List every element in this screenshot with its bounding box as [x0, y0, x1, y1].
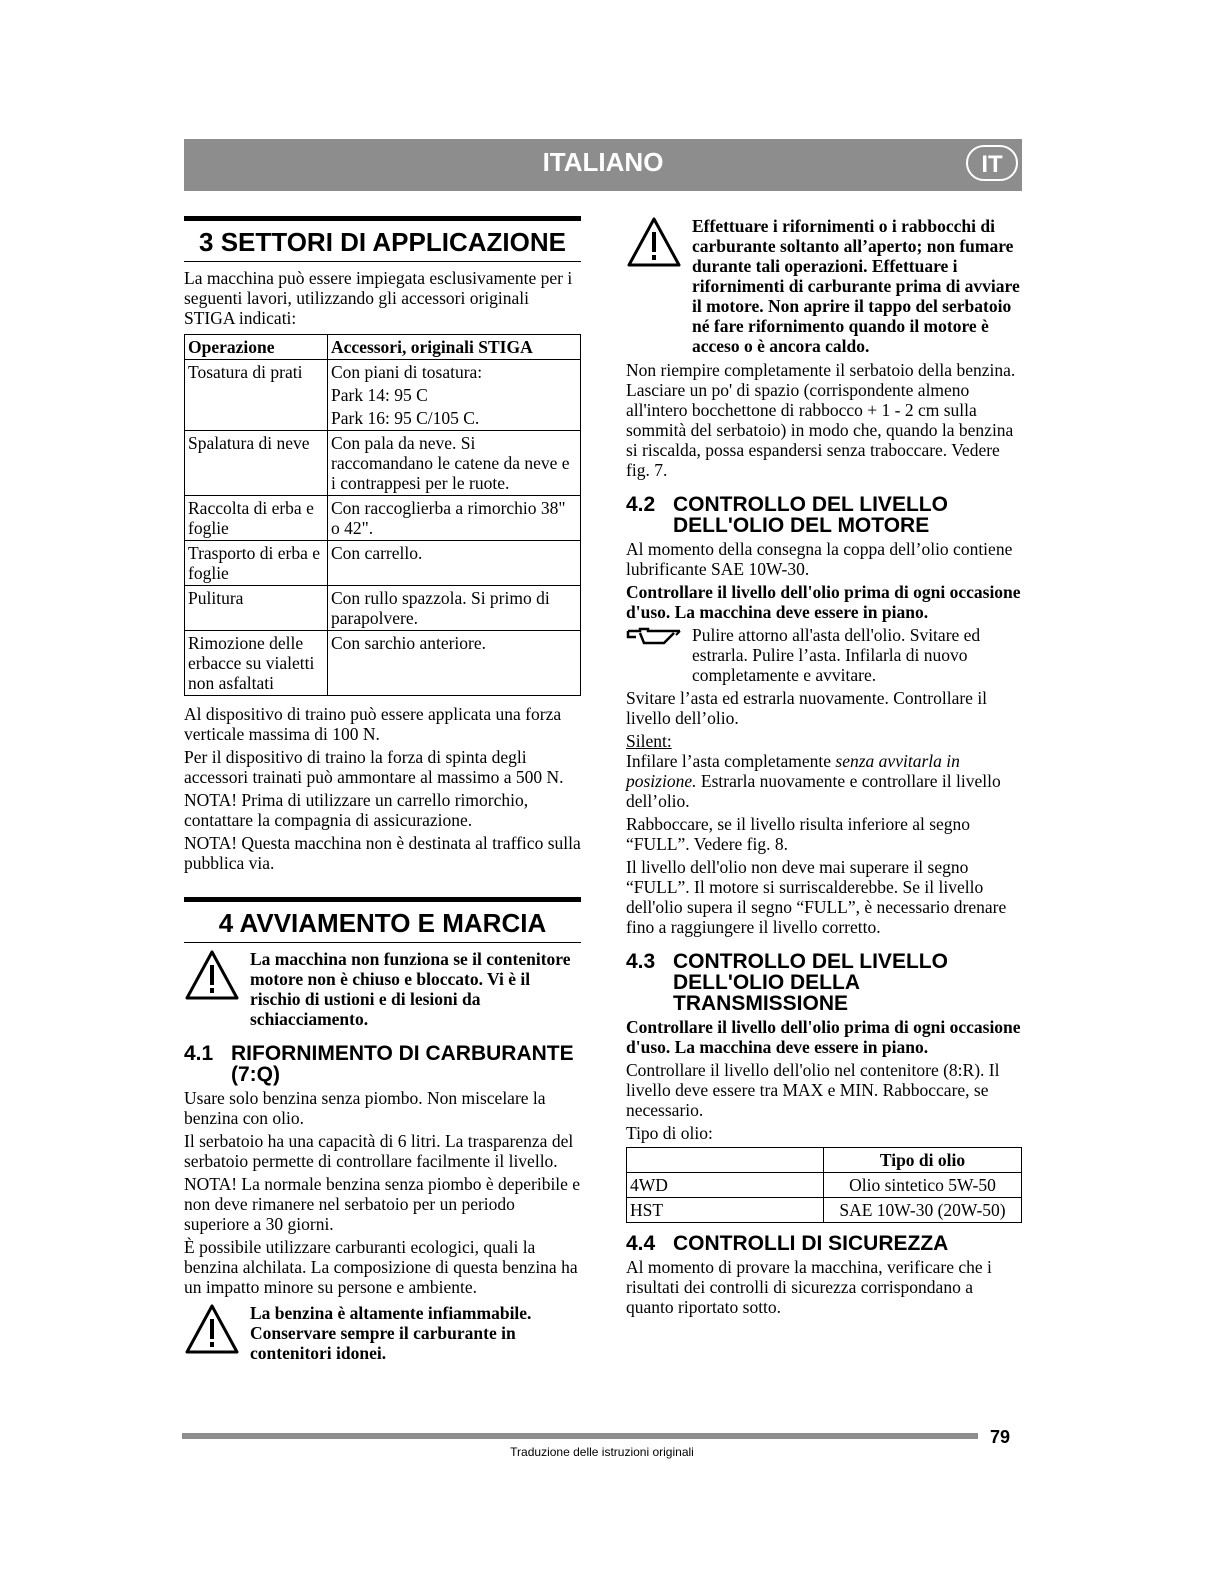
- left-column: [184, 216, 581, 1367]
- silent-label: Silent:: [626, 731, 672, 751]
- subsection-4-2-heading: [626, 494, 1022, 536]
- table-header-row: [627, 1148, 1022, 1173]
- safety-check-paragraph: Al momento di provare la macchina, verificare che i risultati dei controlli di sicurezza corrispondano a quanto riportato sotto.: [626, 1257, 992, 1317]
- subsection-4-1-heading: [184, 1043, 581, 1085]
- footer-note: Traduzione delle istruzioni originali: [510, 1445, 694, 1459]
- warning-triangle-icon: [184, 1303, 250, 1360]
- subsection-number: 4.4: [626, 1232, 656, 1255]
- table-cell-drive: HST: [627, 1198, 824, 1223]
- fuel-paragraph: NOTA! La normale benzina senza piombo è deperibile e non deve rimanere nel serbatoio per un periodo superiore a 30 giorni.: [184, 1174, 581, 1234]
- engine-oil-paragraph: Al momento della consegna la coppa dell’olio contiene lubrificante SAE 10W-30.: [626, 539, 1013, 579]
- warning-flammable: [184, 1303, 581, 1363]
- accessory-line: Park 14: 95 C: [331, 385, 428, 405]
- warning-text: La macchina non funziona se il contenitore motore non è chiuso e bloccato. Vi è il rischio di ustioni e di lesioni da schiacciamento.: [250, 949, 571, 1029]
- footer-rule: [182, 1433, 978, 1439]
- engine-oil-paragraph: Rabboccare, se il livello risulta inferiore al segno “FULL”. Vedere fig. 8.: [626, 814, 971, 854]
- table-header-operation: Operazione: [185, 335, 328, 360]
- engine-oil-check-bold: Controllare il livello dell'olio prima di ogni occasione d'uso. La macchina deve essere in piano.: [626, 582, 1021, 622]
- table-cell-accessory: [328, 360, 581, 431]
- language-title: ITALIANO: [542, 147, 664, 177]
- table-cell-oil: SAE 10W-30 (20W-50): [824, 1198, 1022, 1223]
- subsection-number: 4.3: [626, 950, 656, 973]
- language-header-bar: [184, 139, 1022, 191]
- table-cell-accessory: Con sarchio anteriore.: [328, 631, 581, 696]
- language-code-badge: IT: [966, 145, 1018, 181]
- silent-paragraph: [626, 751, 1022, 811]
- subsection-4-4-heading: [626, 1233, 1022, 1254]
- table-row: [185, 631, 581, 696]
- silent-text-start: Infilare l’asta completamente: [626, 751, 836, 771]
- section-3-title: 3 SETTORI DI APPLICAZIONE: [184, 216, 581, 262]
- subsection-title: CONTROLLO DEL LIVELLO DELL'OLIO DEL MOTORE: [673, 493, 948, 537]
- table-cell-operation: Trasporto di erba e foglie: [185, 541, 328, 586]
- table-cell-accessory: Con carrello.: [328, 541, 581, 586]
- subsection-number: 4.1: [184, 1042, 214, 1065]
- fuel-paragraph: Usare solo benzina senza piombo. Non miscelare la benzina con olio.: [184, 1088, 546, 1128]
- dipstick-instruction: [626, 625, 1022, 685]
- table-header-empty: [627, 1148, 824, 1173]
- subsection-title: CONTROLLO DEL LIVELLO DELL'OLIO DELLA TRANSMISSIONE: [673, 950, 948, 1015]
- note-insurance: NOTA! Prima di utilizzare un carrello rimorchio, contattare la compagnia di assicurazione.: [184, 790, 529, 830]
- table-cell-operation: Rimozione delle erbacce su vialetti non asfaltati: [185, 631, 328, 696]
- oil-dipstick-icon: [626, 625, 692, 652]
- table-cell-oil: Olio sintetico 5W-50: [824, 1173, 1022, 1198]
- accessory-line: Con piani di tosatura:: [331, 362, 483, 382]
- transmission-oil-paragraph: Controllare il livello dell'olio nel contenitore (8:R). Il livello deve essere tra MAX e MIN. Rabboccare, se necessario.: [626, 1060, 1000, 1120]
- page-number: 79: [990, 1427, 1011, 1447]
- table-cell-drive: 4WD: [627, 1173, 824, 1198]
- table-header-row: [185, 335, 581, 360]
- table-row: [185, 360, 581, 431]
- table-row: [185, 541, 581, 586]
- warning-text: Effettuare i rifornimenti o i rabbocchi di carburante soltanto all’aperto; non fumare durante tali operazioni. Effettuare i rifornimenti di carburante prima di avviare il motore. Non aprire il tappo del serbatoio né fare rifornimento quando il motore è acceso o è ancora caldo.: [692, 216, 1020, 356]
- silent-text-italic: senza avvitarla in posizione.: [626, 751, 960, 791]
- table-cell-operation: Pulitura: [185, 586, 328, 631]
- fuel-fill-paragraph: Non riempire completamente il serbatoio della benzina. Lasciare un po' di spazio (corrispondente almeno all'intero bocchettone di rabbocco + 1 - 2 cm sulla sommità del serbatoio) in modo che, quando la benzina si riscalda, possa espandersi senza traboccare. Vedere fig. 7.: [626, 360, 1016, 480]
- engine-oil-paragraph: Svitare l’asta ed estrarla nuovamente. Controllare il livello dell’olio.: [626, 688, 988, 728]
- warning-engine-cover: [184, 949, 581, 1029]
- table-row: [185, 586, 581, 631]
- subsection-title: CONTROLLI DI SICUREZZA: [673, 1232, 949, 1255]
- table-cell-accessory: Con rullo spazzola. Si primo di parapolvere.: [328, 586, 581, 631]
- table-cell-operation: Raccolta di erba e foglie: [185, 496, 328, 541]
- silent-text-end: Estrarla nuovamente e controllare il livello dell’olio.: [626, 771, 1001, 811]
- warning-refuel-outdoors: [626, 216, 1022, 356]
- section-3-intro: La macchina può essere impiegata esclusivamente per i seguenti lavori, utilizzando gli accessori originali STIGA indicati:: [184, 268, 573, 328]
- section-4-title: 4 AVVIAMENTO E MARCIA: [184, 897, 581, 943]
- table-cell-accessory: Con pala da neve. Si raccomandano le catene da neve e i contrappesi per le ruote.: [328, 431, 581, 496]
- warning-triangle-icon: [184, 949, 250, 1006]
- table-row: [627, 1198, 1022, 1223]
- table-cell-operation: Spalatura di neve: [185, 431, 328, 496]
- subsection-4-3-heading: [626, 951, 1022, 1014]
- table-row: [185, 431, 581, 496]
- table-cell-accessory: Con raccoglierba a rimorchio 38" o 42".: [328, 496, 581, 541]
- table-cell-operation: Tosatura di prati: [185, 360, 328, 431]
- towing-push-force: Per il dispositivo di traino la forza di spinta degli accessori trainati può ammontare al massimo a 500 N.: [184, 747, 564, 787]
- accessory-line: Park 16: 95 C/105 C.: [331, 408, 480, 428]
- table-header-accessories: Accessori, originali STIGA: [328, 335, 581, 360]
- subsection-title: RIFORNIMENTO DI CARBURANTE (7:Q): [231, 1042, 574, 1086]
- note-public-road: NOTA! Questa macchina non è destinata al traffico sulla pubblica via.: [184, 833, 581, 873]
- oil-type-label: Tipo di olio:: [626, 1123, 713, 1143]
- towing-vertical-force: Al dispositivo di traino può essere applicata una forza verticale massima di 100 N.: [184, 704, 562, 744]
- oil-type-table: [626, 1147, 1022, 1223]
- table-row: [627, 1173, 1022, 1198]
- table-header-oil-type: Tipo di olio: [824, 1148, 1022, 1173]
- fuel-paragraph: Il serbatoio ha una capacità di 6 litri. La trasparenza del serbatoio permette di controllare facilmente il livello.: [184, 1131, 574, 1171]
- subsection-number: 4.2: [626, 493, 656, 516]
- table-row: [185, 496, 581, 541]
- warning-text: La benzina è altamente infiammabile. Conservare sempre il carburante in contenitori idonei.: [250, 1303, 532, 1363]
- warning-triangle-icon: [626, 216, 692, 273]
- engine-oil-paragraph: Il livello dell'olio non deve mai superare il segno “FULL”. Il motore si surriscalderebbe. Se il livello dell'olio supera il segno “FULL”, è necessario drenare fino a raggiungere il livello corretto.: [626, 857, 1007, 937]
- transmission-oil-check-bold: Controllare il livello dell'olio prima di ogni occasione d'uso. La macchina deve essere in piano.: [626, 1017, 1021, 1057]
- right-column: [626, 216, 1022, 1320]
- dipstick-text: Pulire attorno all'asta dell'olio. Svitare ed estrarla. Pulire l’asta. Infilarla di nuovo completamente e avvitare.: [692, 625, 981, 685]
- applications-table: [184, 334, 581, 696]
- fuel-paragraph: È possibile utilizzare carburanti ecologici, quali la benzina alchilata. La composizione di questa benzina ha un impatto minore su persone e ambiente.: [184, 1237, 578, 1297]
